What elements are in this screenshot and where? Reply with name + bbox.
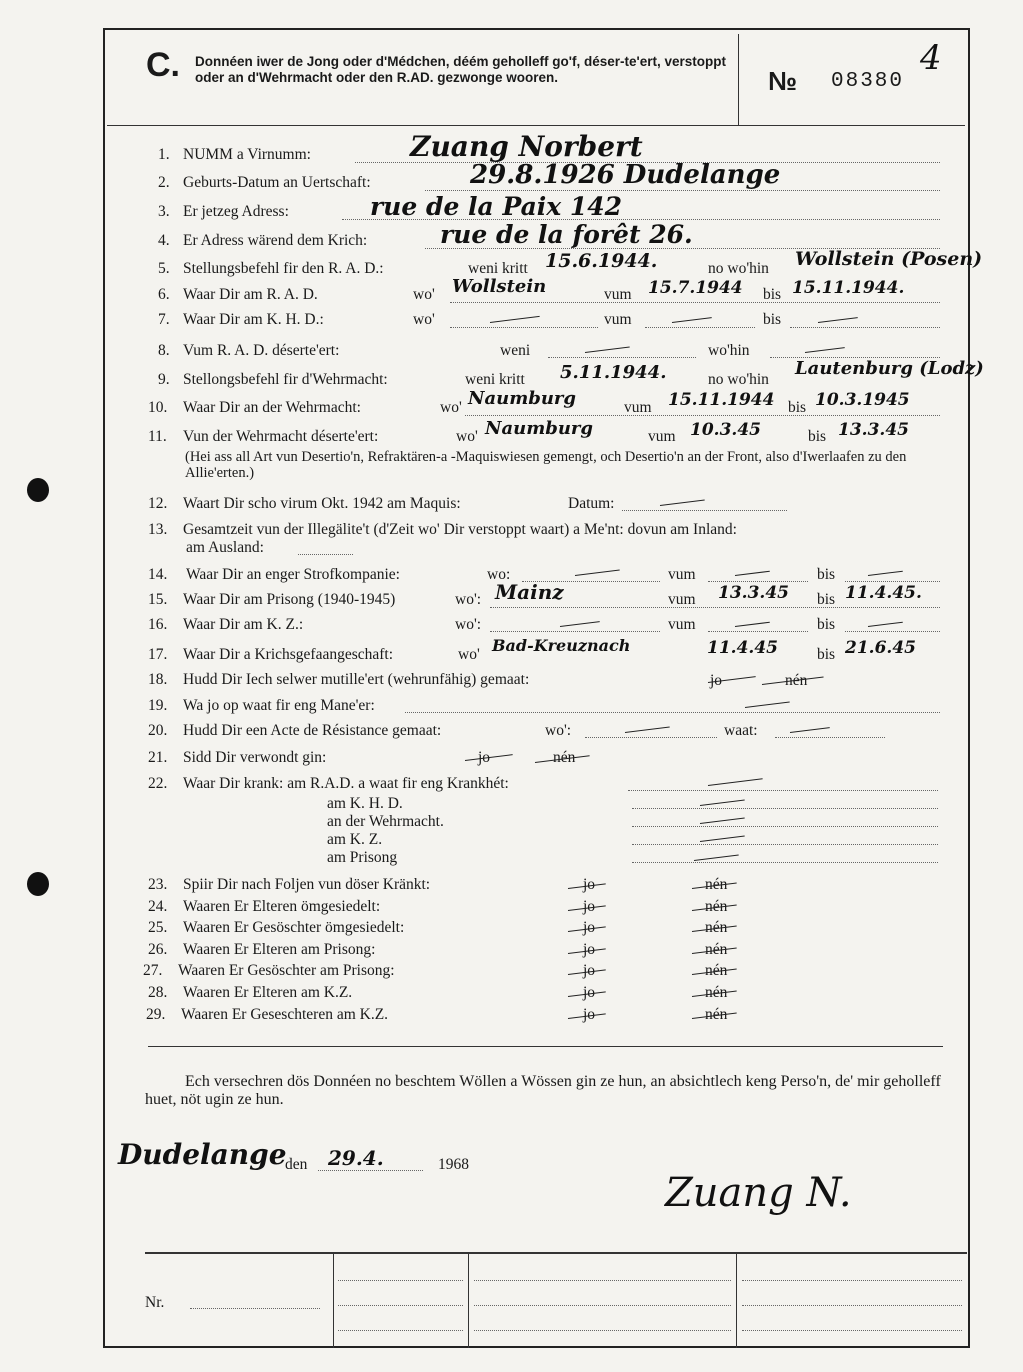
fill-line	[742, 1305, 962, 1306]
vum-label: vum	[604, 286, 632, 303]
jo-option: jo	[583, 898, 596, 915]
item-label: Waaren Er Geseschteren am K.Z.	[181, 1006, 389, 1023]
prison-where-handwritten: Mainz	[495, 580, 564, 604]
item-number: 24.	[148, 898, 168, 915]
signature-handwritten: Zuang N.	[665, 1170, 852, 1216]
name-handwritten: Zuang Norbert	[410, 130, 643, 163]
date-handwritten: 29.4.	[328, 1146, 384, 1170]
fill-line	[708, 581, 808, 582]
den-label: den	[285, 1156, 308, 1173]
item-number: 12.	[148, 495, 168, 512]
item-number: 21.	[148, 749, 168, 766]
vum-label: vum	[668, 591, 696, 608]
jo-option: jo	[478, 749, 491, 766]
ausland-label: am Ausland:	[186, 539, 264, 556]
item-label: Waar Dir am K. H. D.:	[183, 311, 324, 328]
jo-option: jo	[583, 1006, 596, 1023]
item-label: Vun der Wehrmacht déserte'ert:	[183, 428, 379, 445]
fill-line	[338, 1305, 463, 1306]
fill-line	[190, 1308, 320, 1309]
item-number: 27.	[143, 962, 163, 979]
nen-option: nén	[705, 919, 728, 936]
item-number: 20.	[148, 722, 168, 739]
jo-option: jo	[583, 962, 596, 979]
rad-to-handwritten: 15.11.1944.	[792, 278, 905, 298]
fill-line	[845, 631, 940, 632]
wehrmacht-where-handwritten: Naumburg	[468, 388, 576, 409]
war-address-handwritten: rue de la forêt 26.	[440, 220, 693, 249]
sick-khd-label: am K. H. D.	[327, 795, 403, 812]
item-label: Waar Dir krank: am R.A.D. a waat fir eng Krankhét:	[183, 775, 509, 792]
prison-to-handwritten: 11.4.45.	[845, 583, 922, 603]
item-number: 4.	[158, 232, 170, 249]
item-number: 9.	[158, 371, 170, 388]
fill-line	[708, 631, 808, 632]
item-label: Waar Dir an der Wehrmacht:	[183, 399, 361, 416]
fill-line	[298, 554, 353, 555]
wehrmacht-date-handwritten: 5.11.1944.	[560, 362, 667, 383]
header-rule	[107, 125, 965, 126]
section-letter: C.	[146, 46, 180, 84]
item-number: 14.	[148, 566, 168, 583]
nen-option: nén	[705, 984, 728, 1001]
form-number: 08380	[831, 70, 905, 93]
item-label: Vum R. A. D. déserte'ert:	[183, 342, 340, 359]
address-handwritten: rue de la Paix 142	[370, 192, 623, 221]
fill-line	[465, 415, 940, 416]
item-label: Waaren Er Elteren ömgesiedelt:	[183, 898, 381, 915]
fill-line	[775, 737, 885, 738]
sick-wehrmacht-label: an der Wehrmacht.	[327, 813, 444, 830]
wohin-label: no wo'hin	[708, 260, 769, 277]
fill-line	[742, 1330, 962, 1331]
item-number: 29.	[146, 1006, 166, 1023]
footer-rule	[145, 1252, 967, 1254]
footer-divider	[736, 1253, 737, 1348]
handwritten-mark: 4	[920, 38, 942, 78]
fill-line	[318, 1170, 423, 1171]
item-number: 10.	[148, 399, 168, 416]
fill-line	[474, 1330, 731, 1331]
wo-label: wo'	[413, 286, 435, 303]
number-symbol: №	[768, 66, 797, 96]
footer-divider	[333, 1253, 334, 1348]
item-number: 7.	[158, 311, 170, 328]
wo-label: wo'	[458, 646, 480, 663]
item-label: Waar Dir a Krichsgefaangeschaft:	[183, 646, 394, 663]
pow-from-handwritten: 11.4.45	[707, 638, 778, 658]
fill-line	[632, 844, 938, 845]
wehrmacht-from-handwritten: 15.11.1944	[668, 390, 775, 410]
item-number: 8.	[158, 342, 170, 359]
footer-divider	[468, 1253, 469, 1348]
wo-label: wo'	[456, 428, 478, 445]
rad-from-handwritten: 15.7.1944	[648, 278, 743, 298]
fill-line	[338, 1280, 463, 1281]
wohin-label: no wo'hin	[708, 371, 769, 388]
vum-label: vum	[648, 428, 676, 445]
desertion-where-handwritten: Naumburg	[485, 418, 593, 439]
nr-label: Nr.	[145, 1294, 165, 1311]
waat-label: waat:	[724, 722, 758, 739]
fill-line	[548, 357, 696, 358]
item-label: Waar Dir am R. A. D.	[183, 286, 318, 303]
bis-label: bis	[763, 311, 782, 328]
wo-label: wo':	[455, 616, 482, 633]
fill-line	[474, 1305, 731, 1306]
item-label: NUMM a Virnumm:	[183, 146, 311, 163]
wo-label: wo'	[413, 311, 435, 328]
nen-option: nén	[705, 876, 728, 893]
weni-label: weni	[500, 342, 531, 359]
bis-label: bis	[817, 646, 836, 663]
nen-option: nén	[705, 898, 728, 915]
item-label: Wa jo op waat fir eng Mane'er:	[183, 697, 375, 714]
header-divider	[738, 34, 739, 126]
item-number: 3.	[158, 203, 170, 220]
bis-label: bis	[788, 399, 807, 416]
bis-label: bis	[817, 616, 836, 633]
item-number: 13.	[148, 521, 168, 538]
item-label: Stellungsbefehl fir den R. A. D.:	[183, 260, 384, 277]
wo-label: wo':	[545, 722, 572, 739]
fill-line	[845, 581, 940, 582]
item-label: Hudd Dir Iech selwer mutille'ert (wehrunfähig) gemaat:	[183, 671, 530, 688]
fill-line	[742, 1280, 962, 1281]
jo-option: jo	[583, 941, 596, 958]
item-label: Sidd Dir verwondt gin:	[183, 749, 327, 766]
item-number: 26.	[148, 941, 168, 958]
fill-line	[632, 826, 938, 827]
item-label: Waaren Er Gesöschter ömgesiedelt:	[183, 919, 405, 936]
item-label: Waar Dir am Prisong (1940-1945)	[183, 591, 396, 608]
item-number: 28.	[148, 984, 168, 1001]
item-number: 5.	[158, 260, 170, 277]
fill-line	[450, 327, 598, 328]
pow-where-handwritten: Bad-Kreuznach	[492, 636, 631, 655]
place-handwritten: Dudelange	[118, 1138, 287, 1171]
sick-prison-label: am Prisong	[327, 849, 398, 866]
fill-line	[622, 510, 787, 511]
bis-label: bis	[808, 428, 827, 445]
item-label: Er jetzeg Adress:	[183, 203, 289, 220]
section-rule	[148, 1046, 943, 1047]
item-label: Stellongsbefehl fir d'Wehrmacht:	[183, 371, 388, 388]
sick-kz-label: am K. Z.	[327, 831, 383, 848]
item-number: 1.	[158, 146, 170, 163]
bis-label: bis	[763, 286, 782, 303]
item-label: Hudd Dir een Acte de Résistance gemaat:	[183, 722, 442, 739]
fill-line	[632, 808, 938, 809]
item-label: Waaren Er Elteren am K.Z.	[183, 984, 353, 1001]
bis-label: bis	[817, 566, 836, 583]
jo-option: jo	[710, 672, 723, 689]
nen-option: nén	[785, 672, 808, 689]
nen-option: nén	[553, 749, 576, 766]
item-label: Waar Dir an enger Strofkompanie:	[186, 566, 400, 583]
birth-handwritten: 29.8.1926 Dudelange	[470, 160, 781, 190]
item-label: Waaren Er Gesöschter am Prisong:	[178, 962, 395, 979]
fill-line	[490, 631, 660, 632]
desertion-to-handwritten: 13.3.45	[838, 420, 909, 440]
fill-line	[628, 790, 938, 791]
wo-label: wo':	[455, 591, 482, 608]
item-label: Gesamtzeit vun der Illegälite't (d'Zeit wo' Dir verstoppt waart) a Me'nt: dovun am Inland:	[183, 521, 737, 538]
header-text: Donnéen iwer de Jong oder d'Médchen, déém geholleff go'f, déser-te'ert, verstoppt oder an d'Wehrmacht oder den R.AD. gezwonge wooren.	[195, 54, 726, 85]
item-number: 25.	[148, 919, 168, 936]
fill-line	[450, 302, 940, 303]
wohin-label: wo'hin	[708, 342, 750, 359]
desertion-note: (Hei ass all Art vun Desertio'n, Refraktären-a -Maquiswiesen gemengt, och Desertio'n an der Front, also d'Iwerlaafen zu den Allie'erten.)	[185, 449, 907, 481]
wo-label: wo'	[440, 399, 462, 416]
wehrmacht-to-handwritten: 10.3.1945	[815, 390, 910, 410]
item-label: Er Adress wärend dem Krich:	[183, 232, 368, 249]
punch-hole	[27, 872, 49, 896]
jo-option: jo	[583, 876, 596, 893]
fill-line	[405, 712, 940, 713]
item-number: 23.	[148, 876, 168, 893]
fill-line	[490, 607, 940, 608]
item-number: 2.	[158, 174, 170, 191]
item-number: 17.	[148, 646, 168, 663]
item-number: 6.	[158, 286, 170, 303]
fill-line	[632, 862, 938, 863]
weni-label: weni kritt	[468, 260, 528, 277]
item-label: Geburts-Datum an Uertschaft:	[183, 174, 371, 191]
wehrmacht-place-handwritten: Lautenburg (Lodz)	[795, 358, 984, 379]
bis-label: bis	[817, 591, 836, 608]
declaration-text: Ech versechren dös Donnéen no beschtem Wöllen a Wössen gin ze hun, an absichtlech keng Perso'n, de' mir geholleff huet, nöt ugin ze hun.	[145, 1073, 941, 1108]
fill-line	[425, 190, 940, 191]
fill-line	[645, 327, 755, 328]
weni-label: weni kritt	[465, 371, 525, 388]
jo-option: jo	[583, 984, 596, 1001]
prison-from-handwritten: 13.3.45	[718, 583, 789, 603]
vum-label: vum	[668, 566, 696, 583]
item-label: Waar Dir am K. Z.:	[183, 616, 304, 633]
rad-where-handwritten: Wollstein	[452, 276, 547, 297]
year-label: 1968	[438, 1156, 469, 1173]
item-number: 18.	[148, 671, 168, 688]
vum-label: vum	[668, 616, 696, 633]
fill-line	[585, 737, 717, 738]
item-number: 19.	[148, 697, 168, 714]
fill-line	[474, 1280, 731, 1281]
item-number: 15.	[148, 591, 168, 608]
wo-label: wo:	[487, 566, 511, 583]
nen-option: nén	[705, 941, 728, 958]
item-number: 16.	[148, 616, 168, 633]
nen-option: nén	[705, 1006, 728, 1023]
item-label: Waart Dir scho virum Okt. 1942 am Maquis:	[183, 495, 461, 512]
desertion-from-handwritten: 10.3.45	[690, 420, 761, 440]
fill-line	[790, 327, 940, 328]
pow-to-handwritten: 21.6.45	[845, 638, 916, 658]
datum-label: Datum:	[568, 495, 615, 512]
item-label: Spiir Dir nach Foljen vun döser Kränkt:	[183, 876, 431, 893]
nen-option: nén	[705, 962, 728, 979]
item-number: 22.	[148, 775, 168, 792]
item-label: Waaren Er Elteren am Prisong:	[183, 941, 376, 958]
item-number: 11.	[148, 428, 167, 445]
punch-hole	[27, 478, 49, 502]
vum-label: vum	[624, 399, 652, 416]
fill-line	[338, 1330, 463, 1331]
vum-label: vum	[604, 311, 632, 328]
rad-date-handwritten: 15.6.1944.	[545, 250, 658, 272]
rad-place-handwritten: Wollstein (Posen)	[795, 248, 983, 270]
jo-option: jo	[583, 919, 596, 936]
